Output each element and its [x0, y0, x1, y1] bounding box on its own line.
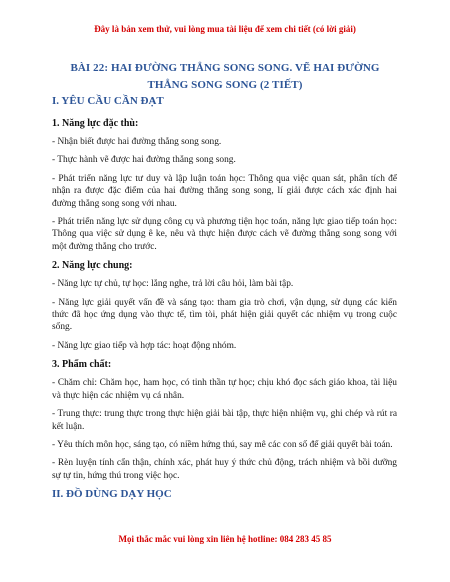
paragraph: - Phát triển năng lực sử dụng công cụ và phương tiện học toán, năng lực giao tiếp toán học: Thông qua việc sử dụng ê ke, nêu và thực hiện được cách vẽ đường thẳng song song với một đường thẳng cho trước.	[52, 217, 397, 252]
section-heading-requirements: I. YÊU CẦU CẦN ĐẠT	[52, 95, 164, 107]
paragraph: - Thực hành vẽ được hai đường thẳng song song.	[52, 155, 236, 166]
subheading-general-competence: 2. Năng lực chung:	[52, 260, 133, 272]
paragraph: - Trung thực: trung thực trong thực hiện giải bài tập, thực hiện nhiệm vụ, ghi chép và rút ra kết luận.	[52, 409, 397, 432]
paragraph: - Năng lực giao tiếp và hợp tác: hoạt động nhóm.	[52, 340, 237, 351]
paragraph: - Năng lực giải quyết vấn đề và sáng tạo: tham gia trò chơi, vận dụng, sử dụng các kiến thức đã học ứng dụng vào thực tế, tìm tòi, phát hiện giải quyết các nhiệm vụ trong cuộc sống.	[52, 297, 397, 333]
paragraph: - Chăm chỉ: Chăm học, ham học, có tinh thần tự học; chịu khó đọc sách giáo khoa, tài liệu và thực hiện các nhiệm vụ cá nhân.	[52, 378, 397, 401]
subheading-specific-competence: 1. Năng lực đặc thù:	[52, 118, 139, 129]
subheading-qualities: 3. Phẩm chất:	[52, 359, 112, 371]
paragraph: - Năng lực tự chủ, tự học: lắng nghe, trả lời câu hỏi, làm bài tập.	[52, 279, 294, 290]
paragraph: - Yêu thích môn học, sáng tạo, có niềm hứng thú, say mê các con số để giải quyết bài toán.	[52, 439, 393, 450]
preview-notice: Đây là bản xem thử, vui lòng mua tài liệu để xem chi tiết (có lời giải)	[94, 24, 356, 34]
paragraph: - Rèn luyện tính cẩn thận, chính xác, phát huy ý thức chủ động, trách nhiệm và bồi dưỡng sự tự tin, hứng thú trong việc học.	[52, 458, 397, 481]
paragraph: - Phát triển năng lực tư duy và lập luận toán học: Thông qua việc quan sát, phân tích để nhận ra được đặc điểm của hai đường thẳng song song, lí giải được cách xác định hai đường thẳng song song với nhau.	[52, 173, 397, 209]
lesson-title: BÀI 22: HAI ĐƯỜNG THẲNG SONG SONG. VẼ HAI ĐƯỜNG THẲNG SONG SONG (2 TIẾT)	[70, 62, 380, 91]
document-body	[52, 95, 397, 510]
section-heading-teaching-materials: II. ĐỒ DÙNG DẠY HỌC	[52, 488, 172, 501]
hotline-notice: Mọi thắc mắc vui lòng xin liên hệ hotline: 084 283 45 85	[118, 534, 332, 544]
paragraph: - Nhận biết được hai đường thẳng song song.	[52, 137, 222, 147]
